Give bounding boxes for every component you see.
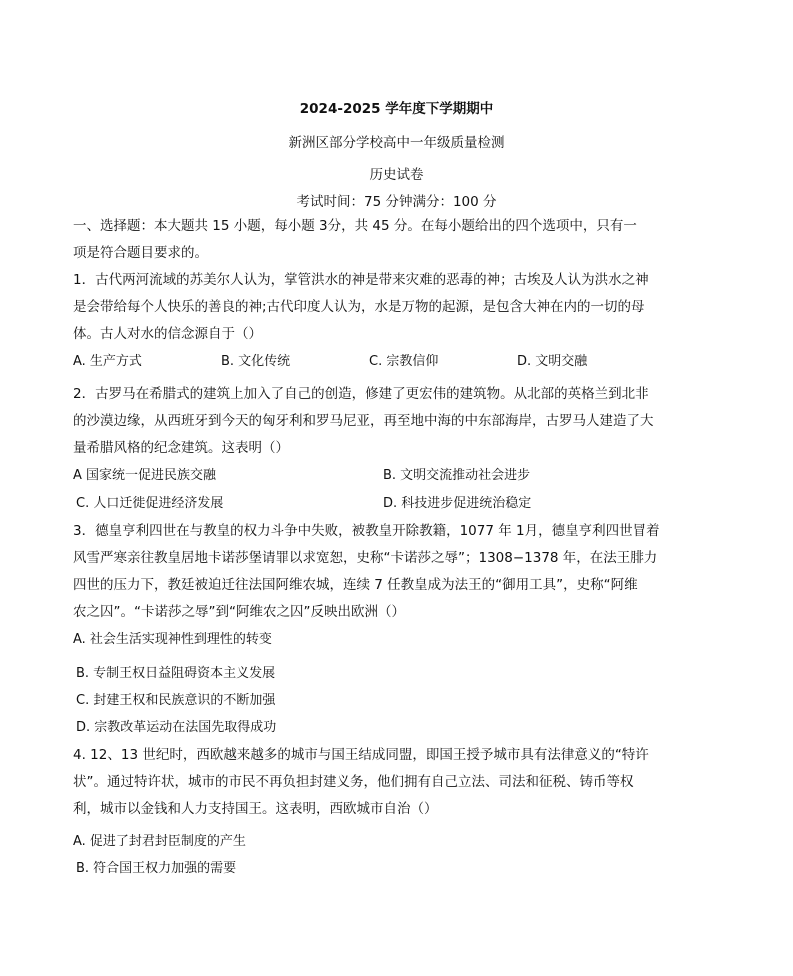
q2-option-a[interactable]: A 国家统一促进民族交融 xyxy=(73,468,217,483)
q4-option-a[interactable]: A. 促进了封君封臣制度的产生 xyxy=(73,834,246,849)
question-4-text: 利，城市以金钱和人力支持国王。这表明，西欧城市自治（） xyxy=(73,801,438,817)
question-1-text: 1．古代两河流域的苏美尔人认为，掌管洪水的神是带来灾难的恶毒的神；古埃及人认为洪水之神 xyxy=(73,272,649,288)
question-4-text: 状”。通过特许状，城市的市民不再负担封建义务，他们拥有自己立法、司法和征税、铸币等权 xyxy=(73,774,634,790)
q1-option-d[interactable]: D. 文明交融 xyxy=(517,354,588,369)
exam-info: 考试时间：75 分钟满分：100 分 xyxy=(296,194,497,210)
question-2-text: 的沙漠边缘，从西班牙到今天的匈牙利和罗马尼亚，再至地中海的中东部海岸，古罗马人建造了大 xyxy=(73,413,654,429)
question-4-text: 4. 12、13 世纪时，西欧越来越多的城市与国王结成同盟，即国王授予城市具有法律意义的“特许 xyxy=(73,747,649,763)
q2-option-b[interactable]: B. 文明交流推动社会进步 xyxy=(383,468,531,483)
question-2-text: 2．古罗马在希腊式的建筑上加入了自己的创造，修建了更宏伟的建筑物。从北部的英格兰到北非 xyxy=(73,386,649,402)
q3-option-d[interactable]: D. 宗教改革运动在法国先取得成功 xyxy=(76,720,277,735)
q1-option-c[interactable]: C. 宗教信仰 xyxy=(369,354,439,369)
question-3-text: 农之囚”。“卡诺莎之辱”到“阿维农之囚”反映出欧洲（） xyxy=(73,604,405,620)
q3-option-c[interactable]: C. 封建王权和民族意识的不断加强 xyxy=(76,693,276,708)
q3-option-b[interactable]: B. 专制王权日益阻碍资本主义发展 xyxy=(76,666,276,681)
q1-option-a[interactable]: A. 生产方式 xyxy=(73,354,142,369)
q2-option-c[interactable]: C. 人口迁徙促进经济发展 xyxy=(76,496,224,511)
q4-option-b[interactable]: B. 符合国王权力加强的需要 xyxy=(76,861,237,876)
exam-subject: 历史试卷 xyxy=(369,167,424,183)
exam-term: 2024-2025 学年度下学期期中 xyxy=(299,101,494,117)
section-intro-line: 项是符合题目要求的。 xyxy=(73,245,208,261)
question-3-text: 四世的压力下，教廷被迫迁往法国阿维农城，连续 7 任教皇成为法王的“御用工具”，史称“阿维 xyxy=(73,577,638,593)
q3-option-a[interactable]: A. 社会生活实现神性到理性的转变 xyxy=(73,632,272,647)
question-1-text: 体。古人对水的信念源自于（） xyxy=(73,326,262,342)
question-3-text: 3．德皇亨利四世在与教皇的权力斗争中失败，被教皇开除教籍，1077 年 1月，德皇亨利四世冒着 xyxy=(73,523,660,539)
question-3-text: 风雪严寒亲往教皇居地卡诺莎堡请罪以求宽恕，史称“卡诺莎之辱”；1308−1378 年，在法王腓力 xyxy=(73,550,658,566)
exam-school-title: 新洲区部分学校高中一年级质量检测 xyxy=(288,135,505,151)
section-intro-line: 一、选择题：本大题共 15 小题，每小题 3分，共 45 分。在每小题给出的四个选项中，只有一 xyxy=(73,218,637,234)
q2-option-d[interactable]: D. 科技进步促进统治稳定 xyxy=(383,496,532,511)
question-1-text: 是会带给每个人快乐的善良的神;古代印度人认为，水是万物的起源，是包含大神在内的一切的母 xyxy=(73,299,645,315)
q1-option-b[interactable]: B. 文化传统 xyxy=(221,354,291,369)
question-2-text: 量希腊风格的纪念建筑。这表明（） xyxy=(73,440,289,456)
